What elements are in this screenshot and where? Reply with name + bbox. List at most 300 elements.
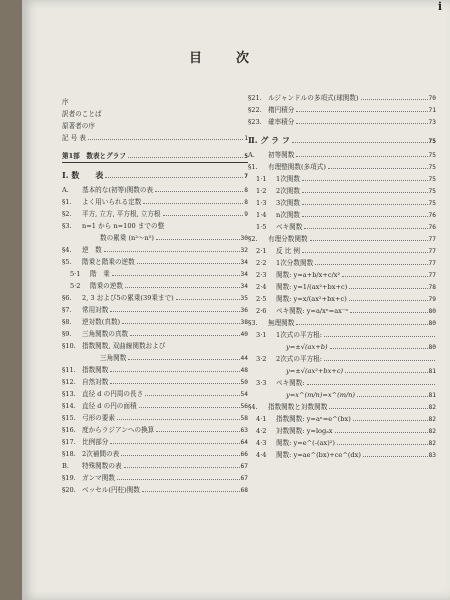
- toc-entry: [62, 436, 248, 448]
- toc-entry-text: n=1 から n=100 までの整: [82, 222, 165, 230]
- leader-dots: [292, 142, 428, 143]
- toc-entry-number: 2·2: [256, 259, 267, 267]
- toc-entry-number: §12.: [62, 378, 76, 386]
- toc-entry-number: §21.: [248, 94, 262, 102]
- toc-entry-label: [248, 233, 308, 245]
- leader-dots: [315, 264, 427, 265]
- toc-page-number: 8: [244, 187, 248, 194]
- toc-page-number: 75: [428, 176, 436, 183]
- toc-entry: [248, 317, 436, 329]
- book-page: [22, 0, 450, 600]
- toc-entry-number: §10.: [62, 342, 76, 350]
- toc-entry-text: ベキ関数: y=a/xⁿ=ax⁻ⁿ: [276, 307, 349, 315]
- toc-entry: [248, 134, 436, 149]
- toc-entry-text: 楕円積分: [268, 106, 295, 114]
- toc-entry-number: 5·1: [70, 270, 81, 278]
- toc-entry-label: [248, 437, 335, 449]
- toc-entry-label: [248, 269, 340, 281]
- toc-entry-text: 比例部分: [82, 438, 109, 446]
- toc-entry: [62, 256, 248, 268]
- toc-entry-label: [248, 185, 300, 197]
- toc-entry-text: 指数関数: y=aⁿ=e^(bx): [276, 415, 351, 423]
- leader-dots: [349, 300, 428, 301]
- leader-dots: [117, 419, 240, 420]
- toc-entry: [248, 149, 436, 161]
- toc-page-number: 75: [428, 200, 436, 207]
- toc-entry-number: 1·5: [256, 223, 267, 231]
- toc-entry-text: 関数: y=ae^(bx)+ce^(dx): [276, 451, 361, 459]
- toc-page-number: 77: [428, 272, 436, 279]
- toc-entry: [62, 208, 248, 220]
- toc-entry-number: 1·1: [256, 175, 267, 183]
- toc-entry: [62, 132, 248, 144]
- toc-entry-label: [62, 208, 161, 220]
- toc-entry-text: 第1部 数表とグラフ: [62, 152, 126, 160]
- toc-entry-label: [248, 377, 305, 389]
- leader-dots: [330, 348, 428, 349]
- toc-entry: [248, 341, 436, 353]
- leader-dots: [156, 431, 239, 432]
- toc-entry: [62, 460, 248, 472]
- toc-entry-text: ベッセル(円柱)関数: [82, 486, 140, 494]
- leader-dots: [121, 455, 239, 456]
- toc-entry: [62, 268, 248, 280]
- leader-dots: [105, 177, 243, 178]
- toc-entry-text: y=x^(m/n)=x^(m/n): [286, 391, 355, 399]
- toc-entry-text: 序: [62, 98, 69, 106]
- toc-entry-label: [248, 425, 333, 437]
- toc-entry: [62, 232, 248, 244]
- toc-page-number: 32: [240, 247, 248, 254]
- toc-entry-text: 階乗と階乗の逆数: [82, 258, 135, 266]
- toc-entry-text: 初等関数: [268, 151, 295, 159]
- toc-page-number: 67: [240, 475, 248, 482]
- toc-entry: [62, 96, 248, 108]
- toc-entry-number: §9.: [62, 330, 72, 338]
- toc-page-number: 68: [240, 487, 248, 494]
- toc-page-number: 75: [428, 138, 436, 145]
- toc-entry-text: 指数関数, 双曲線関数および: [82, 342, 166, 350]
- toc-page-number: 80: [428, 344, 436, 351]
- toc-entry-text: Ⅱ. グ ラ フ: [248, 135, 290, 145]
- toc-entry: [62, 472, 248, 484]
- toc-entry-label: [62, 132, 86, 144]
- toc-entry-text: 確率積分: [268, 118, 295, 126]
- toc-entry-number: §22.: [248, 106, 262, 114]
- toc-entry-label: [248, 329, 322, 341]
- toc-entry-label: [248, 134, 290, 146]
- toc-entry-label: [62, 256, 135, 268]
- toc-entry: [248, 104, 436, 116]
- toc-entry-label: [248, 341, 328, 353]
- toc-page-number: 54: [240, 391, 248, 398]
- toc-entry-label: [62, 184, 153, 196]
- toc-entry-label: [248, 389, 355, 401]
- toc-page-number: 34: [240, 283, 248, 290]
- toc-entry: [248, 389, 436, 401]
- toc-entry-text: 特殊関数の表: [82, 462, 122, 470]
- toc-entry-text: 3次関数: [276, 199, 300, 207]
- toc-entry-number: §17.: [62, 438, 76, 446]
- toc-entry-text: 数の累乗 (n²～n⁵): [100, 234, 154, 242]
- leader-dots: [342, 276, 427, 277]
- toc-page-number: 75: [428, 152, 436, 159]
- leader-dots: [302, 204, 428, 205]
- toc-page-number: 67: [240, 463, 248, 470]
- toc-entry-number: §23.: [248, 118, 262, 126]
- leader-dots: [104, 251, 240, 252]
- toc-page-number: 80: [428, 308, 436, 315]
- toc-entry-label: [62, 400, 137, 412]
- toc-page-number: 80: [428, 320, 436, 327]
- toc-entry-number: §1.: [62, 198, 72, 206]
- toc-entry-number: 1·3: [256, 199, 267, 207]
- toc-entry-number: 3·3: [256, 379, 267, 387]
- toc-entry: [248, 257, 436, 269]
- toc-entry-number: §13.: [62, 390, 76, 398]
- toc-entry: [62, 169, 248, 184]
- toc-entry: [248, 116, 436, 128]
- leader-dots: [130, 335, 239, 336]
- toc-entry-label: [248, 413, 351, 425]
- toc-page-number: 73: [428, 119, 436, 126]
- toc-entry-text: 逆 数: [82, 246, 102, 254]
- toc-entry-number: §20.: [62, 486, 76, 494]
- toc-entry-number: §3.: [62, 222, 72, 230]
- toc-entry-number: §3.: [248, 319, 258, 327]
- toc-entry-label: [248, 305, 348, 317]
- toc-entry-text: n次関数: [276, 211, 301, 219]
- toc-page-number: 79: [428, 296, 436, 303]
- leader-dots: [176, 299, 240, 300]
- toc-entry-label: [62, 150, 126, 162]
- toc-entry: [248, 293, 436, 305]
- toc-entry-number: §5.: [62, 258, 72, 266]
- toc-entry-number: §4.: [248, 403, 258, 411]
- leader-dots: [307, 384, 435, 385]
- toc-page-number: 8: [244, 199, 248, 206]
- toc-entry: [248, 161, 436, 173]
- toc-page-number: 58: [240, 415, 248, 422]
- leader-dots: [361, 99, 428, 100]
- toc-page-number: 38: [240, 319, 248, 326]
- toc-entry-text: 関数: y=1/(ax²+bx+c): [276, 283, 348, 291]
- toc-entry-label: [62, 424, 154, 436]
- toc-entry-number: §18.: [62, 450, 76, 458]
- toc-entry-label: [62, 364, 108, 376]
- toc-entry-text: 原著者の序: [62, 122, 95, 130]
- toc-entry-number: §4.: [62, 246, 72, 254]
- toc-entry-number: §15.: [62, 414, 76, 422]
- toc-entry-number: A.: [62, 186, 69, 194]
- toc-entry-label: [62, 352, 126, 364]
- leader-dots: [302, 252, 428, 253]
- toc-entry-label: [248, 281, 347, 293]
- toc-page-number: 77: [428, 236, 436, 243]
- toc-entry-label: [248, 92, 359, 104]
- toc-entry-number: 4·2: [256, 427, 267, 435]
- toc-entry: [248, 377, 436, 389]
- toc-entry-label: [62, 244, 102, 256]
- toc-entry-text: 三角関数の真数: [82, 330, 129, 338]
- leader-dots: [335, 432, 428, 433]
- toc-entry-label: [62, 448, 119, 460]
- toc-page-number: 40: [240, 331, 248, 338]
- toc-entry: [62, 292, 248, 304]
- toc-entry-label: [62, 96, 69, 108]
- toc-entry-label: [62, 460, 122, 472]
- toc-entry-text: 平方, 立方, 平方根, 立方根: [82, 210, 161, 218]
- toc-entry-number: §19.: [62, 474, 76, 482]
- toc-entry-number: §8.: [62, 318, 72, 326]
- toc-entry-number: 5·2: [70, 282, 81, 290]
- toc-entry-text: 1次関数: [276, 175, 300, 183]
- leader-dots: [145, 395, 239, 396]
- toc-page-number: 75: [428, 188, 436, 195]
- toc-entry-label: [62, 472, 115, 484]
- toc-entry-label: [248, 197, 300, 209]
- toc-entry-number: §1.: [248, 163, 258, 171]
- leader-dots: [112, 275, 240, 276]
- toc-entry-label: [62, 340, 165, 352]
- toc-entry: [248, 437, 436, 449]
- toc-page-number: 44: [240, 355, 248, 362]
- leader-dots: [110, 383, 239, 384]
- toc-entry: [62, 280, 248, 292]
- toc-entry-label: [62, 328, 128, 340]
- leader-dots: [350, 312, 427, 313]
- toc-entry-label: [62, 304, 108, 316]
- toc-page-number: 82: [428, 428, 436, 435]
- toc-entry: [248, 233, 436, 245]
- leader-dots: [137, 263, 240, 264]
- toc-entry: [62, 304, 248, 316]
- toc-entry-label: [62, 120, 95, 132]
- leader-dots: [296, 123, 427, 124]
- toc-entry-label: [248, 257, 313, 269]
- toc-entry: [248, 305, 436, 317]
- toc-entry-label: [62, 412, 115, 424]
- leader-dots: [363, 456, 428, 457]
- toc-entry: [248, 353, 436, 365]
- toc-page-number: 36: [240, 307, 248, 314]
- toc-entry-text: 有理整関数(多項式): [268, 163, 326, 171]
- leader-dots: [110, 443, 239, 444]
- leader-dots: [328, 168, 428, 169]
- toc-entry-text: ルジャンドルの多項式(球関数): [268, 94, 359, 102]
- toc-entry-label: [62, 108, 102, 120]
- toc-entry: [248, 413, 436, 425]
- toc-entry: [62, 364, 248, 376]
- leader-dots: [329, 408, 427, 409]
- toc-page-number: 63: [240, 427, 248, 434]
- toc-page-number: 56: [240, 403, 248, 410]
- toc-entry-label: [248, 221, 302, 233]
- toc-entry: [62, 220, 248, 232]
- toc-entry-text: よく用いられる定数: [82, 198, 142, 206]
- leader-dots: [128, 157, 243, 158]
- toc-entry-label: [248, 401, 327, 413]
- toc-entry-text: 2, 3 および5の累乗(39乗まで): [82, 294, 174, 302]
- toc-entry: [62, 484, 248, 496]
- toc-entry-number: 3·2: [256, 355, 267, 363]
- toc-entry: [62, 184, 248, 196]
- toc-entry-text: 記 号 表: [62, 134, 86, 142]
- toc-entry: [62, 120, 248, 132]
- toc-page-number: 30: [240, 235, 248, 242]
- toc-entry-text: 自然対数: [82, 378, 109, 386]
- toc-entry-text: 指数関数: [82, 366, 109, 374]
- toc-entry: [62, 316, 248, 328]
- toc-page-number: 71: [428, 107, 436, 114]
- toc-entry-number: 2·4: [256, 283, 267, 291]
- toc-entry: [62, 376, 248, 388]
- toc-page-number: 77: [428, 248, 436, 255]
- leader-dots: [88, 139, 243, 140]
- toc-entry: [62, 424, 248, 436]
- toc-page-number: 83: [428, 452, 436, 459]
- toc-entry-text: 直径 d の円周の長さ: [82, 390, 144, 398]
- toc-entry-number: 1·2: [256, 187, 267, 195]
- toc-page-number: 34: [240, 271, 248, 278]
- toc-entry: [62, 244, 248, 256]
- toc-entry: [248, 269, 436, 281]
- toc-entry-number: §2.: [62, 210, 72, 218]
- leader-dots: [124, 467, 240, 468]
- toc-page-number: 7: [244, 173, 248, 180]
- toc-entry-text: ガンマ関数: [82, 474, 115, 482]
- toc-entry-text: 無理関数: [268, 319, 295, 327]
- leader-dots: [143, 203, 243, 204]
- toc-entry-number: 4·4: [256, 451, 267, 459]
- toc-entry-number: §6.: [62, 294, 72, 302]
- toc-entry-text: 常用対数: [82, 306, 109, 314]
- toc-entry-number: 3·1: [256, 331, 267, 339]
- toc-entry-label: [62, 376, 108, 388]
- toc-entry-text: 反 比 例: [276, 247, 300, 255]
- toc-entry-text: 関数: y=e^(-(ax)²): [276, 439, 335, 447]
- toc-page-number: 9: [244, 211, 248, 218]
- toc-entry: [62, 340, 248, 352]
- toc-entry-text: y=±√(ax+b): [286, 343, 328, 351]
- toc-entry-text: 階乗の逆数: [90, 282, 123, 290]
- toc-entry: [62, 400, 248, 412]
- leader-dots: [110, 371, 239, 372]
- toc-entry-label: [62, 169, 103, 181]
- toc-page-number: 82: [428, 416, 436, 423]
- toc-entry-label: [248, 104, 294, 116]
- toc-entry-text: 基本的な(初等)関数の表: [82, 186, 154, 194]
- toc-entry-label: [62, 280, 123, 292]
- toc-entry-label: [248, 209, 300, 221]
- toc-entry-number: 2·6: [256, 307, 267, 315]
- toc-entry-number: 1·4: [256, 211, 267, 219]
- leader-dots: [142, 491, 240, 492]
- toc-entry-number: §14.: [62, 402, 76, 410]
- toc-page-number: 1: [244, 135, 248, 142]
- toc-entry: [248, 365, 436, 377]
- leader-dots: [110, 311, 239, 312]
- leader-dots: [349, 288, 427, 289]
- toc-entry-text: 関数: y=x/(ax²+bx+c): [276, 295, 347, 303]
- toc-entry: [248, 209, 436, 221]
- toc-entry: [248, 401, 436, 413]
- toc-entry-text: ベキ関数:: [276, 379, 305, 387]
- toc-entry: [248, 92, 436, 104]
- toc-entry-text: 2次補間の表: [82, 450, 120, 458]
- toc-entry-number: §2.: [248, 235, 258, 243]
- toc-entry-label: [62, 484, 140, 496]
- leader-dots: [122, 323, 239, 324]
- toc-entry-number: 2·5: [256, 295, 267, 303]
- toc-entry-text: y=±√(ax²+bx+c): [286, 367, 344, 375]
- toc-right-column: [248, 92, 436, 461]
- toc-entry-label: [62, 388, 143, 400]
- toc-entry: [62, 328, 248, 340]
- toc-entry-text: 訳者のことば: [62, 110, 102, 118]
- toc-page-number: 78: [428, 284, 436, 291]
- toc-entry: [248, 449, 436, 461]
- toc-page-number: 82: [428, 440, 436, 447]
- toc-entry-text: Ⅰ. 数 表: [62, 170, 104, 180]
- toc-entry: [248, 425, 436, 437]
- leader-dots: [302, 216, 428, 217]
- leader-dots: [125, 287, 240, 288]
- toc-entry: [62, 352, 248, 364]
- toc-entry: [62, 412, 248, 424]
- toc-entry-label: [248, 173, 300, 185]
- toc-entry-number: A.: [248, 151, 255, 159]
- toc-entry: [248, 197, 436, 209]
- toc-entry-label: [62, 436, 108, 448]
- leader-dots: [156, 239, 240, 240]
- toc-page-number: 81: [428, 368, 436, 375]
- toc-entry-label: [248, 116, 294, 128]
- leader-dots: [324, 336, 435, 337]
- leader-dots: [296, 156, 427, 157]
- toc-entry-text: 度からラジアンへの換算: [82, 426, 155, 434]
- toc-entry-text: 三角関数: [100, 354, 127, 362]
- leader-dots: [304, 228, 427, 229]
- leader-dots: [296, 324, 427, 325]
- toc-page-number: 81: [428, 392, 436, 399]
- toc-entry-text: 対数関数: y=logₐx: [276, 427, 333, 435]
- toc-entry-text: 1次分数関数: [276, 259, 314, 267]
- toc-entry-label: [248, 449, 361, 461]
- toc-entry: [62, 196, 248, 208]
- leader-dots: [163, 215, 244, 216]
- toc-entry-label: [248, 149, 294, 161]
- toc-page-number: 50: [240, 379, 248, 386]
- toc-entry: [248, 185, 436, 197]
- toc-entry-label: [62, 268, 110, 280]
- toc-left-column: [62, 96, 248, 496]
- leader-dots: [128, 359, 239, 360]
- toc-entry-number: §11.: [62, 366, 76, 374]
- toc-entry-text: 関数: y=a+b/x+c/x²: [276, 271, 341, 279]
- leader-dots: [353, 420, 428, 421]
- toc-entry-text: 階 乗: [90, 270, 110, 278]
- leader-dots: [310, 240, 428, 241]
- toc-entry-text: 有理分数関数: [268, 235, 308, 243]
- toc-page-number: 64: [240, 439, 248, 446]
- toc-page-number: 34: [240, 259, 248, 266]
- toc-page-number: 77: [428, 260, 436, 267]
- toc-entry: [62, 150, 248, 163]
- toc-page-number: 75: [428, 164, 436, 171]
- leader-dots: [155, 191, 243, 192]
- toc-page-number: 48: [240, 367, 248, 374]
